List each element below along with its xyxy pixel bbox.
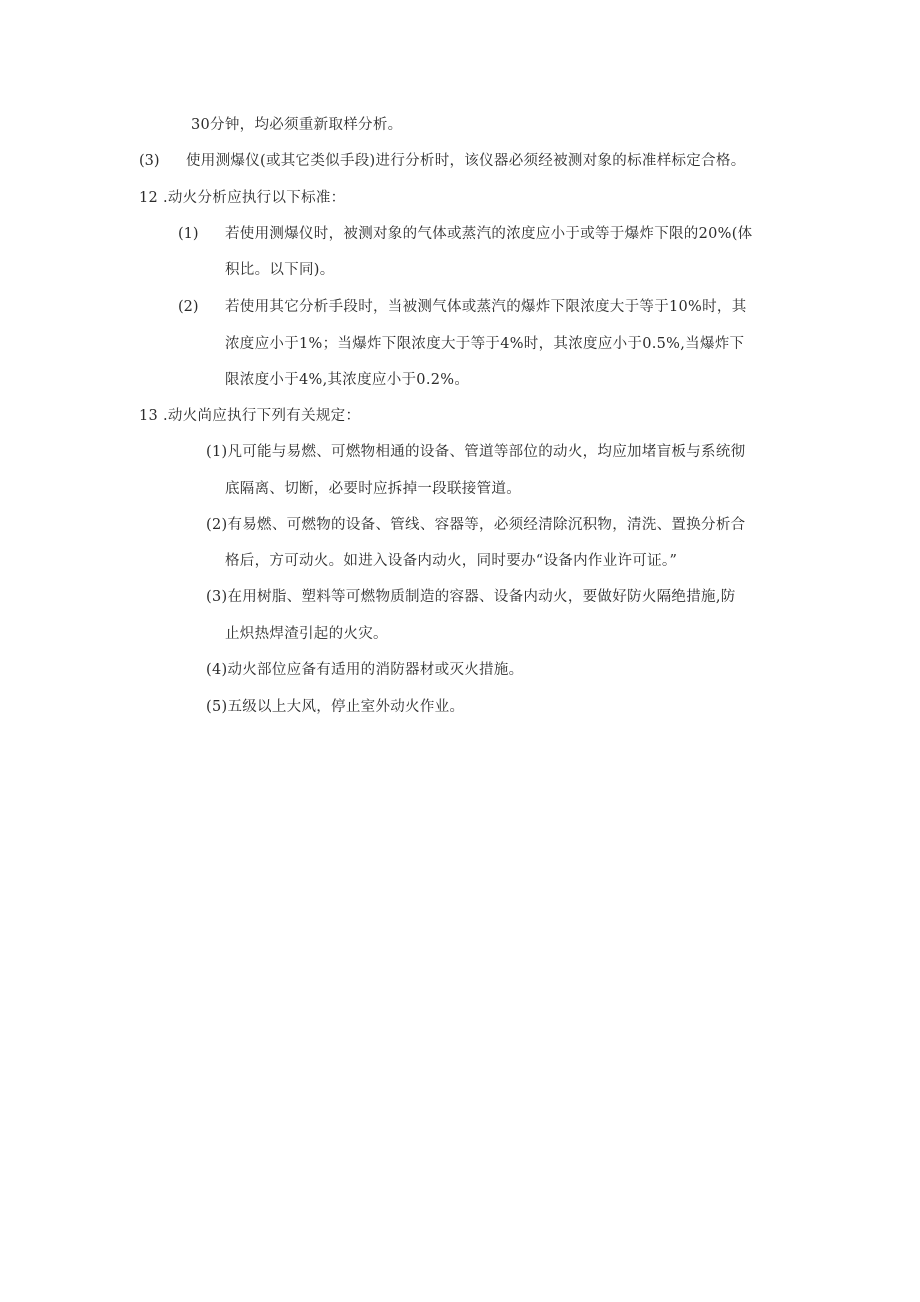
section-12-item-2-line-1: 若使用其它分析手段时，当被测气体或蒸汽的爆炸下限浓度大于等于10%时，其 <box>225 299 747 315</box>
section-13-item-1-line-1: (1)凡可能与易燃、可燃物相通的设备、管道等部位的动火，均应加堵盲板与系统彻 <box>206 444 746 460</box>
section-13-item-2-line-2: 格后，方可动火。如进入设备内动火，同时要办“设备内作业许可证。” <box>225 553 678 569</box>
section-12-item-2-number: (2) <box>178 299 199 315</box>
item-3-text: 使用测爆仪(或其它类似手段)进行分析时，该仪器必须经被测对象的标准样标定合格。 <box>186 153 746 169</box>
section-13-heading: 13 .动火尚应执行下列有关规定： <box>139 408 361 424</box>
section-13-item-1-line-2: 底隔离、切断，必要时应拆掉一段联接管道。 <box>225 481 521 497</box>
section-13-item-3-line-1: (3)在用树脂、塑料等可燃物质制造的容器、设备内动火，要做好防火隔绝措施,防 <box>206 589 736 605</box>
section-13-item-2-line-1: (2)有易燃、可燃物的设备、管线、容器等，必须经清除沉积物，清洗、置换分析合 <box>206 517 746 533</box>
continuation-line: 30分钟，均必须重新取样分析。 <box>191 117 403 133</box>
section-13-item-5: (5)五级以上大风，停止室外动火作业。 <box>206 699 465 715</box>
section-12-item-2-line-3: 限浓度小于4%,其浓度应小于0.2%。 <box>225 372 470 388</box>
item-3-number: (3) <box>139 153 160 169</box>
section-12-item-1-line-1: 若使用测爆仪时，被测对象的气体或蒸汽的浓度应小于或等于爆炸下限的20%(体 <box>225 226 753 242</box>
section-12-heading: 12 .动火分析应执行以下标准： <box>139 190 346 206</box>
section-13-item-4: (4)动火部位应备有适用的消防器材或灭火措施。 <box>206 662 524 678</box>
section-12-item-1-number: (1) <box>178 226 199 242</box>
section-13-item-3-line-2: 止炽热焊渣引起的火灾。 <box>225 626 388 642</box>
section-12-item-2-line-2: 浓度应小于1%；当爆炸下限浓度大于等于4%时，其浓度应小于0.5%,当爆炸下 <box>225 336 745 352</box>
section-12-item-1-line-2: 积比。以下同)。 <box>225 262 335 278</box>
